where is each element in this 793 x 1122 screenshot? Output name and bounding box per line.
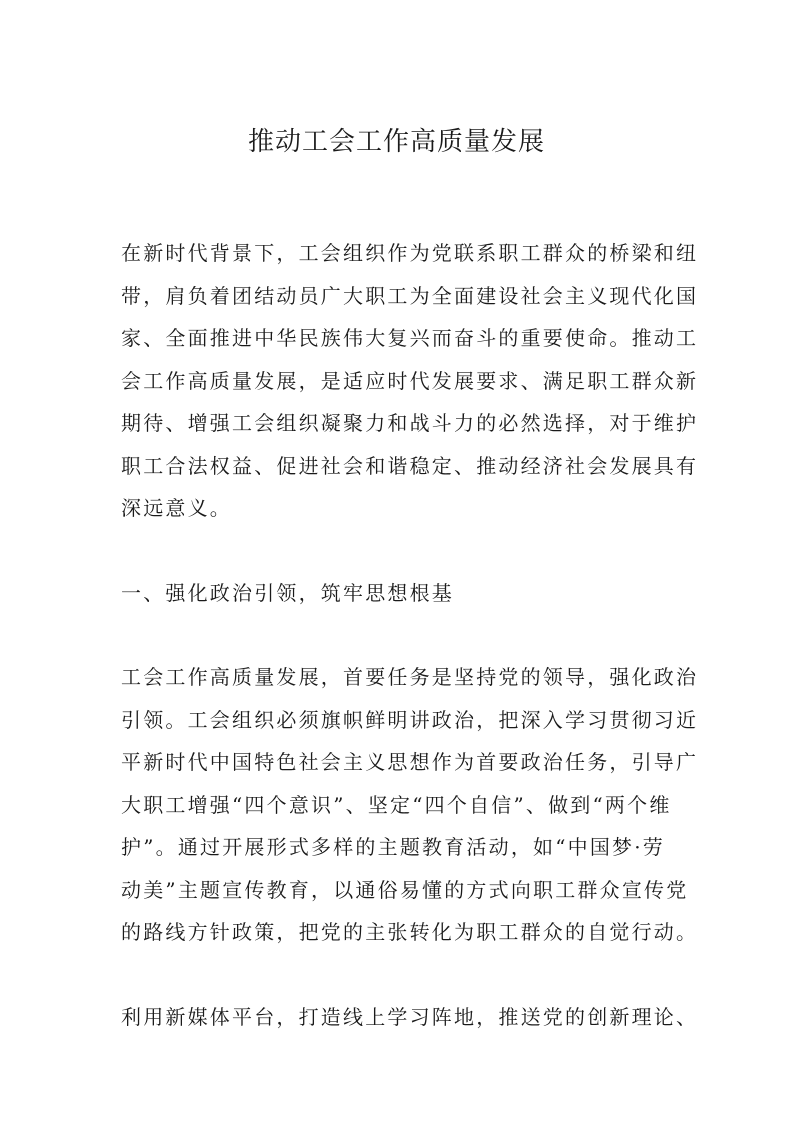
- section-heading: [121, 572, 681, 615]
- text-line: 在新时代背景下，工会组织作为党联系职工群众的桥梁和纽: [121, 241, 699, 265]
- section-paragraph: [121, 996, 699, 1039]
- text-line: 利用新媒体平台，打造线上学习阵地，推送党的创新理论、: [121, 1004, 699, 1029]
- text-line: 期待、增强工会组织凝聚力和战斗力的必然选择，对于维护: [121, 411, 699, 435]
- heading-text: 一、强化政治引领，筑牢思想根基: [121, 580, 454, 605]
- document-body: [121, 232, 699, 1080]
- intro-paragraph: [121, 232, 699, 530]
- text-line: 引领。工会组织必须旗帜鲜明讲政治，把深入学习贯彻习近: [121, 707, 699, 732]
- text-line: 大职工增强“四个意识”、坚定“四个自信”、做到“两个维: [121, 792, 672, 817]
- text-line: 职工合法权益、促进社会和谐稳定、推动经济社会发展具有: [121, 453, 699, 478]
- section-paragraph: [121, 656, 699, 954]
- text-line: 工会工作高质量发展，首要任务是坚持党的领导，强化政治: [121, 665, 699, 689]
- text-line: 家、全面推进中华民族伟大复兴而奋斗的重要使命。推动工: [121, 326, 699, 350]
- text-line: 动美”主题宣传教育，以通俗易懂的方式向职工群众宣传党: [121, 877, 689, 902]
- text-line: 的路线方针政策，把党的主张转化为职工群众的自觉行动。: [121, 920, 699, 944]
- text-line: 平新时代中国特色社会主义思想作为首要政治任务，引导广: [121, 750, 699, 774]
- text-line: 会工作高质量发展，是适应时代发展要求、满足职工群众新: [121, 368, 699, 393]
- text-line: 深远意义。: [121, 496, 232, 520]
- text-line: 护”。通过开展形式多样的主题教育活动，如“中国梦·劳: [121, 835, 666, 859]
- document-title: 推动工会工作高质量发展: [247, 127, 545, 157]
- text-line: 带，肩负着团结动员广大职工为全面建设社会主义现代化国: [121, 283, 699, 308]
